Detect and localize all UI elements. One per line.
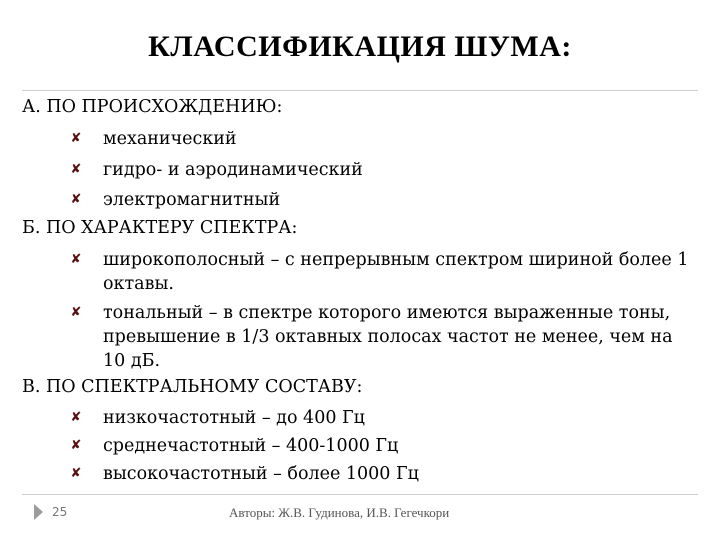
- cross-bullet-icon: ✘: [70, 466, 82, 481]
- cross-bullet-icon: ✘: [70, 438, 82, 453]
- section-heading-composition: В. ПО СПЕКТРАЛЬНОМУ СОСТАВУ:: [22, 377, 363, 397]
- list-item: широкополосный – с непрерывным спектром шириной более 1 октавы.: [103, 250, 689, 294]
- list-item: гидро- и аэродинамический: [103, 160, 363, 180]
- cross-bullet-icon: ✘: [70, 131, 82, 146]
- cross-bullet-icon: ✘: [70, 162, 82, 177]
- list-item: низкочастотный – до 400 Гц: [103, 408, 365, 428]
- section-heading-origin: А. ПО ПРОИСХОЖДЕНИЮ:: [22, 97, 283, 117]
- list-item: высокочастотный – более 1000 Гц: [103, 464, 419, 484]
- list-item: среднечастотный – 400-1000 Гц: [103, 436, 399, 456]
- arrow-right-icon: [34, 504, 43, 520]
- title-divider: [22, 90, 698, 91]
- section-heading-spectrum: Б. ПО ХАРАКТЕРУ СПЕКТРА:: [22, 218, 298, 238]
- cross-bullet-icon: ✘: [70, 192, 82, 207]
- footer-divider: [22, 494, 698, 495]
- list-item: тональный – в спектре которого имеются выраженные тоны, превышение в 1/3 октавных полосах частот не менее, чем на 10 дБ.: [103, 303, 673, 371]
- cross-bullet-icon: ✘: [70, 305, 82, 320]
- cross-bullet-icon: ✘: [70, 252, 82, 267]
- list-item: механический: [103, 129, 237, 149]
- footer-authors: Авторы: Ж.В. Гудинова, И.В. Гегечкори: [229, 505, 450, 520]
- page-number: 25: [52, 505, 68, 519]
- cross-bullet-icon: ✘: [70, 410, 82, 425]
- slide-title: КЛАССИФИКАЦИЯ ШУМА:: [148, 30, 572, 63]
- list-item: электромагнитный: [103, 190, 281, 210]
